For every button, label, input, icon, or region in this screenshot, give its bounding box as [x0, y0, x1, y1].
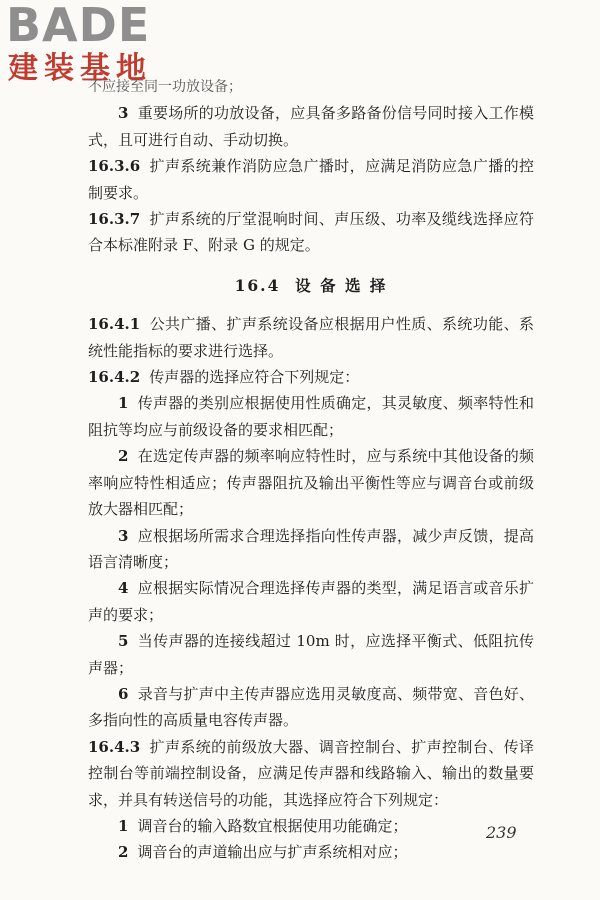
clause-text: 传声器的选择应符合下列规定： — [149, 368, 360, 387]
item-number: 4 — [118, 579, 129, 598]
fragment-top: 不应接至同一功放设备； — [88, 79, 242, 95]
list-item — [88, 575, 534, 628]
clause-16-4-3 — [88, 734, 534, 813]
logo-subtitle-text: 建装基地 — [8, 51, 152, 86]
item-number: 1 — [118, 394, 129, 413]
list-item — [88, 100, 534, 153]
list-item — [88, 523, 534, 576]
item-text: 录音与扩声中主传声器应选用灵敏度高、频带宽、音色好、多指向性的高质量电容传声器。 — [88, 684, 534, 730]
clause-text: 扩声系统的厅堂混响时间、声压级、功率及缆线选择应符合本标准附录 F、附录 G 的规定。 — [88, 210, 534, 255]
item-number: 5 — [118, 632, 129, 651]
item-text: 传声器的类别应根据使用性质确定，其灵敏度、频率特性和阻抗等均应与前级设备的要求相匹配； — [88, 394, 534, 439]
list-item — [88, 813, 534, 839]
item-number: 3 — [118, 526, 129, 545]
clause-text: 公共广播、扩声系统设备应根据用户性质、系统功能、系统性能指标的要求进行选择。 — [88, 315, 534, 360]
section-heading — [88, 273, 534, 299]
clause-16-3-6 — [88, 153, 534, 206]
item-number: 1 — [118, 816, 129, 835]
section-title-text: 设 备 选 择 — [295, 275, 388, 295]
item-number: 2 — [118, 447, 129, 466]
clause-text: 扩声系统兼作消防应急广播时，应满足消防应急广播的控制要求。 — [88, 157, 534, 202]
clause-text: 扩声系统的前级放大器、调音控制台、扩声控制台、传译控制台等前端控制设备，应满足传声器和线路输入、输出的数量要求，并具有转送信号的功能，其选择应符合下列规定： — [88, 737, 534, 809]
list-item — [88, 681, 534, 734]
clause-16-3-7 — [88, 206, 534, 259]
logo-brand-text: BADE — [6, 0, 151, 52]
page-number: 239 — [486, 823, 517, 842]
clause-number: 16.3.6 — [88, 157, 141, 176]
item-number: 2 — [118, 843, 129, 862]
list-item — [88, 443, 534, 522]
clause-number: 16.4.2 — [88, 368, 141, 387]
list-item — [88, 628, 534, 681]
page-body — [88, 74, 534, 866]
item-number: 3 — [118, 104, 129, 123]
item-text: 在选定传声器的频率响应特性时，应与系统中其他设备的频率响应特性相适应；传声器阻抗及输出平衡性等应与调音台或前级放大器相匹配； — [88, 447, 534, 519]
section-number: 16.4 — [234, 275, 281, 295]
item-text: 调音台的输入路数宜根据使用功能确定； — [137, 816, 408, 835]
item-text: 重要场所的功放设备，应具备多路备份信号同时接入工作模式，且可进行自动、手动切换。 — [88, 104, 534, 149]
item-text: 调音台的声道输出应与扩声系统相对应； — [137, 843, 408, 862]
clause-number: 16.4.1 — [88, 315, 141, 334]
item-text: 应根据场所需求合理选择指向性传声器，减少声反馈，提高语言清晰度； — [88, 526, 534, 571]
item-text: 当传声器的连接线超过 10m 时，应选择平衡式、低阻抗传声器； — [88, 632, 534, 677]
clause-number: 16.4.3 — [88, 737, 141, 756]
item-text: 应根据实际情况合理选择传声器的类型，满足语言或音乐扩声的要求； — [88, 579, 534, 624]
list-item — [88, 839, 534, 865]
clause-16-4-1 — [88, 311, 534, 364]
item-number: 6 — [118, 684, 129, 703]
clause-16-4-2 — [88, 364, 534, 390]
clause-number: 16.3.7 — [88, 210, 141, 229]
list-item — [88, 390, 534, 443]
